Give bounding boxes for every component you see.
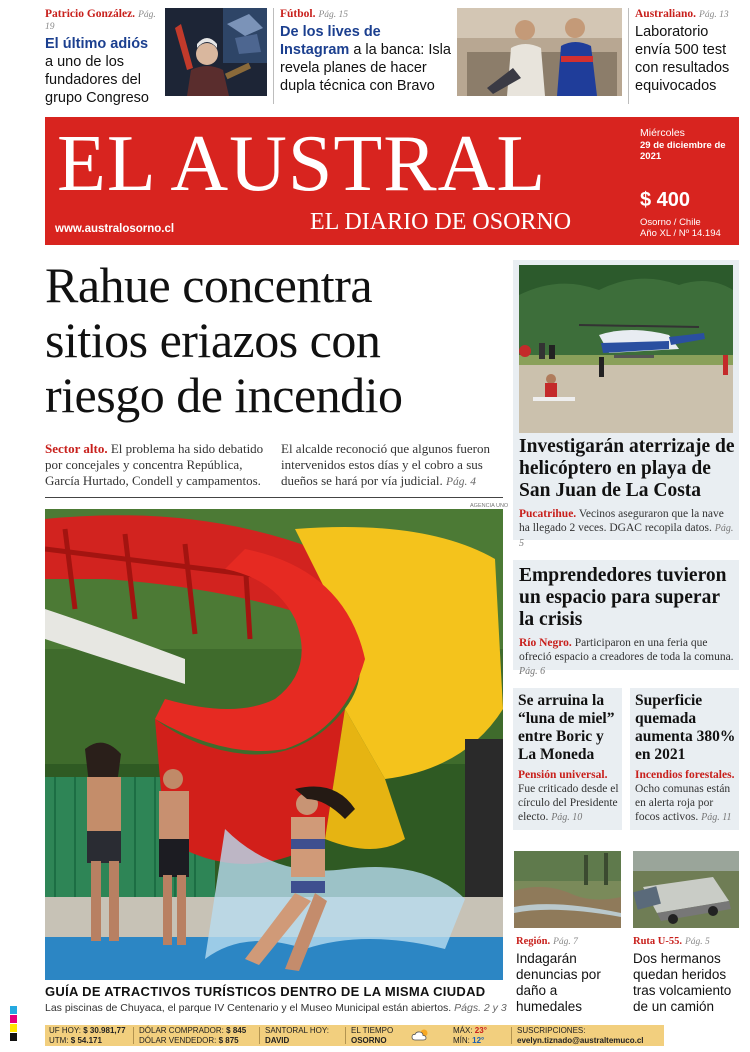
teaser-1-photo [165, 8, 267, 96]
teaser-section: Patricio González. Pág. 19 [45, 8, 156, 32]
photo-credit: AGENCIA UNO [470, 503, 509, 509]
lead-deck-right: El alcalde reconoció que algunos fueron intervenidos estos días y el cobro a sus dueños se hará por vía judicial. Pág. 4 [281, 441, 490, 488]
story-helicopter [519, 436, 735, 551]
subscriptions-contact[interactable]: SUSCRIPCIONES: evelyn.tiznado@australtemuco.cl [517, 1026, 644, 1045]
divider [259, 1027, 260, 1044]
teaser-headline: Laboratorio envía 500 test con resultados equivocados [635, 24, 730, 94]
teaser-divider [273, 8, 274, 104]
issue-edition: Año XL / Nº 14.194 [640, 228, 721, 239]
teaser-2-photo [457, 8, 622, 96]
lead-deck-left: Sector alto. El problema ha sido debatido por concejales y concentra República, García Hurtado, Condell y campamentos. [45, 441, 264, 488]
teaser-section: Australiano. Pág. 13 [635, 8, 729, 20]
santoral-indicator: SANTORAL HOY: DAVID [265, 1026, 330, 1045]
story-body: Pucatrihue. Vecinos aseguraron que la nave ha llegado 2 veces. DGAC recopila datos. Pág. 5 [519, 508, 734, 549]
dolar-indicator: DÓLAR COMPRADOR: $ 845 DÓLAR VENDEDOR: $ 875 [139, 1026, 247, 1045]
story-boric [518, 692, 620, 825]
story-headline: Dos hermanos quedan heridos tras volcamiento de un camión [633, 951, 732, 1014]
teaser-headline: El último adiós a uno de los fundadores del grupo Congreso [45, 36, 149, 106]
story-headline: Indagarán denuncias por daño a humedales [516, 951, 601, 1014]
story-headline: Investigarán aterrizaje de helicóptero en playa de San Juan de La Costa [519, 436, 735, 501]
photo-caption-body: Las piscinas de Chuyaca, el parque IV Centenario y el Museo Municipal están abiertos. Págs. 2 y 3 [45, 1002, 507, 1014]
color-register-cyan [10, 1006, 17, 1014]
photo-caption-title: GUÍA DE ATRACTIVOS TURÍSTICOS DENTRO DE LA MISMA CIUDAD [45, 984, 486, 999]
story-section: Región. Pág. 7 [516, 936, 578, 947]
color-register-yellow [10, 1024, 17, 1032]
story-volcamiento[interactable] [633, 936, 741, 1015]
divider [345, 1027, 346, 1044]
weather-indicator: EL TIEMPO OSORNO [351, 1026, 394, 1045]
issue-weekday: Miércoles [640, 127, 685, 139]
story-body: Río Negro. Participaron en una feria que ofreció espacio a creadores de toda la comuna. Pág. 6 [519, 637, 734, 677]
story-emprendedores [519, 565, 735, 679]
masthead [45, 117, 739, 245]
story-headline: Superficie quemada aumenta 380% en 2021 [635, 692, 736, 763]
temperature-indicator: MÁX: 23° MÍN: 12° [453, 1026, 487, 1045]
issue-price: $ 400 [640, 189, 691, 211]
website-link[interactable]: www.australosorno.cl [55, 223, 175, 235]
teaser-section: Fútbol. Pág. 15 [280, 8, 349, 20]
wetland-photo [514, 851, 621, 928]
color-register-black [10, 1033, 17, 1041]
divider [511, 1027, 512, 1044]
issue-date: 29 de diciembre de 2021 [640, 140, 726, 162]
story-superficie [635, 692, 737, 825]
cloud-sun-icon [411, 1029, 431, 1044]
story-headline: Se arruina la “luna de miel” entre Boric y La Moneda [518, 692, 615, 763]
color-register-magenta [10, 1015, 17, 1023]
divider [45, 497, 503, 498]
helicopter-photo [519, 265, 733, 433]
teaser-3[interactable] [635, 8, 745, 95]
story-humedales[interactable] [516, 936, 624, 1015]
story-headline: Emprendedores tuvieron un espacio para superar la crisis [519, 565, 727, 630]
divider [133, 1027, 134, 1044]
story-body: Incendios forestales. Ocho comunas están en alerta roja por focos activos. Pág. 11 [635, 769, 735, 823]
issue-location: Osorno / Chile [640, 217, 701, 228]
teaser-1[interactable] [45, 8, 160, 107]
lead-headline[interactable]: Rahue concentra sitios eriazos con riesgo de incendio [45, 257, 403, 423]
uf-indicator: UF HOY: $ 30.981,77 UTM: $ 54.171 [49, 1026, 126, 1045]
indicators-bar [45, 1025, 664, 1046]
teaser-divider [628, 8, 629, 104]
truck-crash-photo [633, 851, 739, 928]
water-slide-photo [45, 509, 503, 980]
story-section: Ruta U-55. Pág. 5 [633, 936, 710, 947]
story-body: Pensión universal. Fue criticado desde el círculo del Presidente electo. Pág. 10 [518, 769, 619, 823]
newspaper-subtitle: EL DIARIO DE OSORNO [310, 209, 572, 235]
teaser-2[interactable] [280, 8, 452, 95]
teaser-headline: De los lives de Instagram a la banca: Isla revela planes de hacer dupla técnica con Bravo [280, 24, 451, 94]
newspaper-title: EL AUSTRAL [57, 120, 547, 208]
